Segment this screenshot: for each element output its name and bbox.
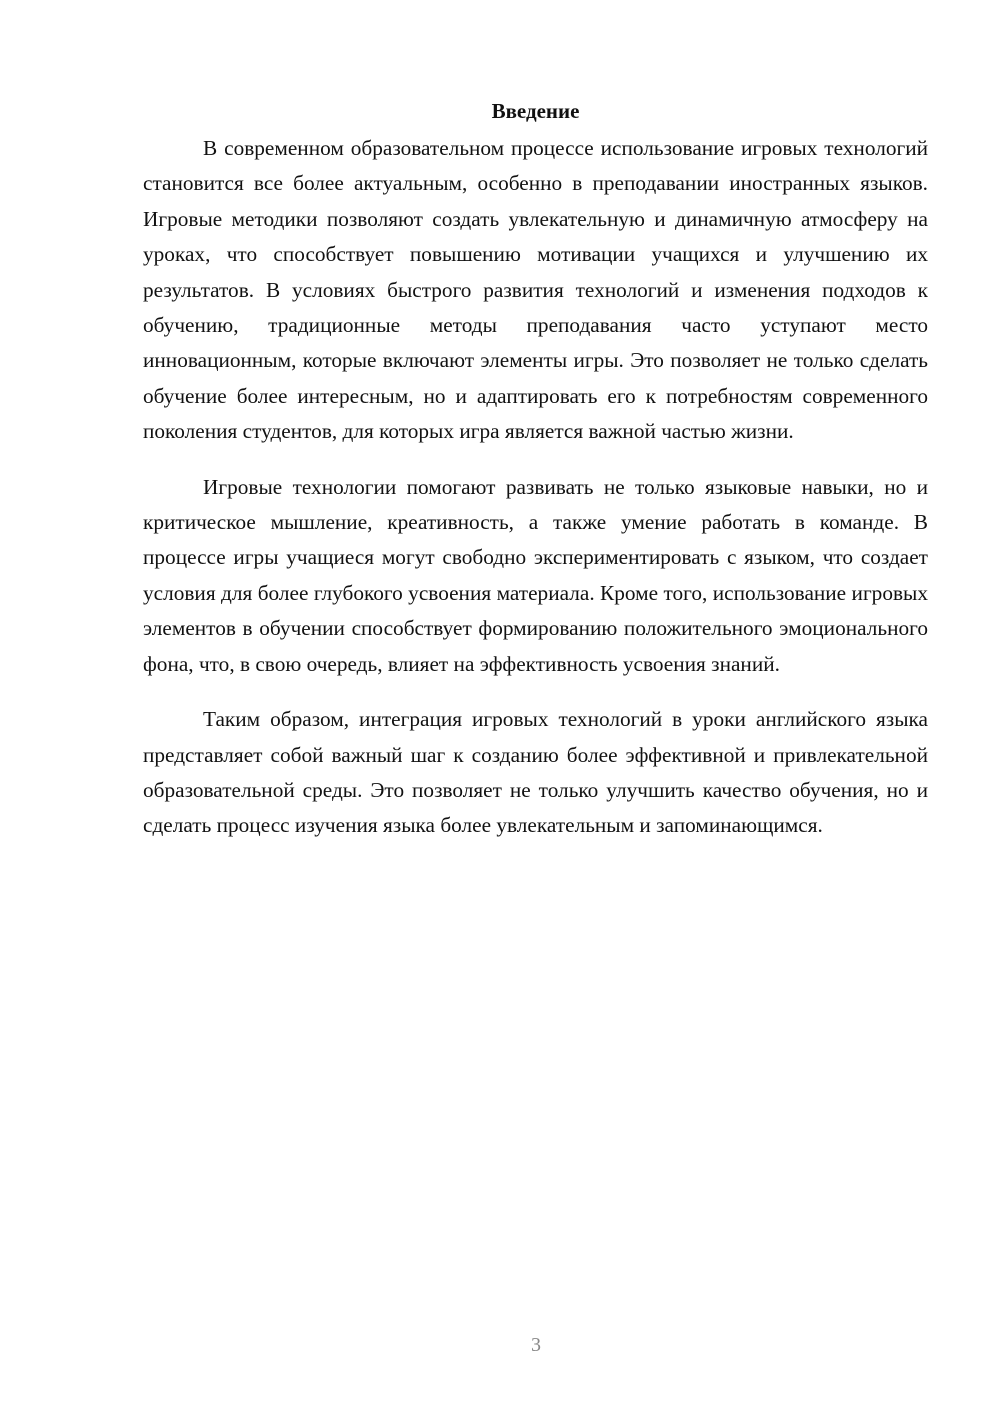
section-title: Введение [491, 99, 580, 123]
paragraph-2: Игровые технологии помогают развивать не только языковые навыки, но и критическое мышление, креативность, а также умение работать в команде. В процессе игры учащиеся могут свободно экспериментировать с языком, что создает условия для более глубокого усвоения материала. Кроме того, использование игровых элементов в обучении способствует формированию положительного эмоционального фона, что, в свою очередь, влияет на эффективность усвоения знаний. [143, 474, 928, 676]
paragraph-3: Таким образом, интеграция игровых технологий в уроки английского языка представляет собой важный шаг к созданию более эффективной и привлекательной образовательной среды. Это позволяет не только улучшить качество обучения, но и сделать процесс изучения языка более увлекательным и запоминающимся. [143, 707, 928, 838]
document-body [143, 96, 928, 844]
page-number: 3 [531, 1334, 541, 1356]
paragraph-1: В современном образовательном процессе использование игровых технологий становится все более актуальным, особенно в преподавании иностранных языков. Игровые методики позволяют создать увлекательную и динамичную атмосферу на уроках, что способствует повышению мотивации учащихся и улучшению их результатов. В условиях быстрого развития технологий и изменения подходов к обучению, традиционные методы преподавания часто уступают место инновационным, которые включают элементы игры. Это позволяет не только сделать обучение более интересным, но и адаптировать его к потребностям современного поколения студентов, для которых игра является важной частью жизни. [143, 136, 928, 444]
